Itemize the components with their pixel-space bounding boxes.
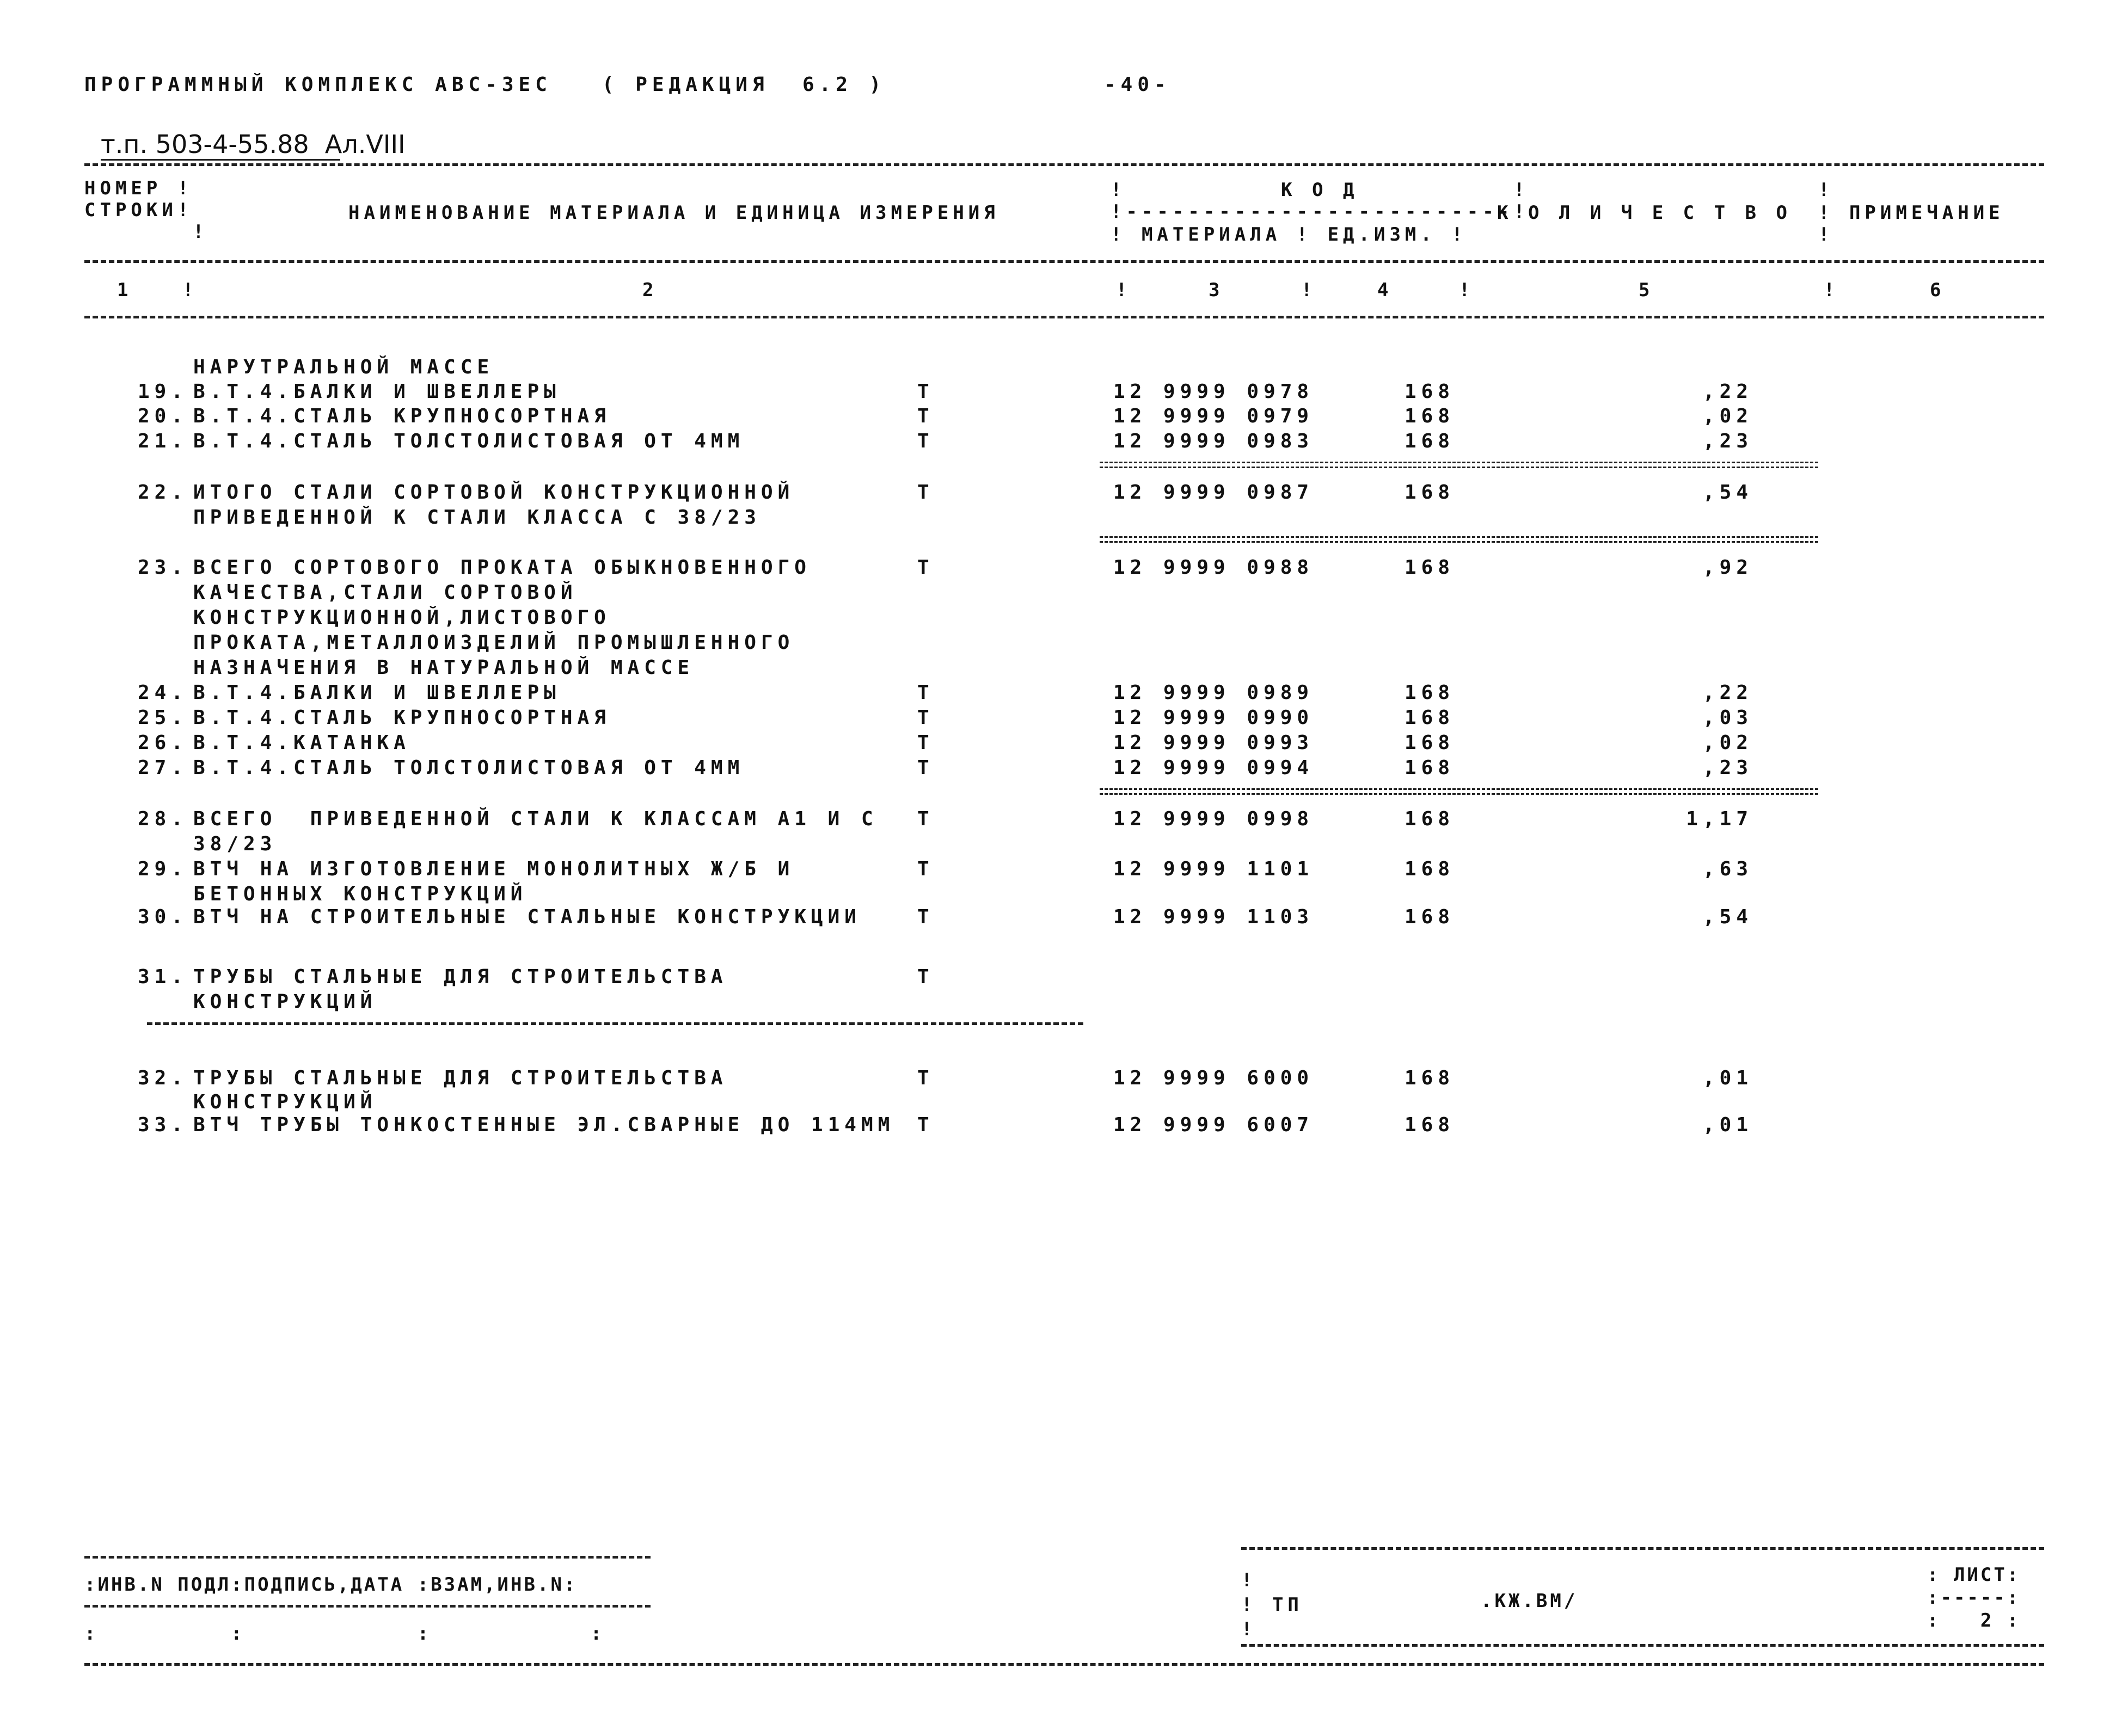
- row-qty: 1,17: [1686, 808, 1753, 830]
- row-qty: ,01: [1702, 1114, 1753, 1136]
- row-name: КАЧЕСТВА,СТАЛИ СОРТОВОЙ: [193, 581, 578, 604]
- col-row-number-header: НОМЕР ! СТРОКИ! !: [84, 177, 208, 243]
- row-name: ИТОГО СТАЛИ СОРТОВОЙ КОНСТРУКЦИОННОЙ: [193, 481, 795, 504]
- row-ed: 168: [1405, 808, 1455, 830]
- row-number: 33.: [137, 1114, 188, 1136]
- row-ed: 168: [1405, 1114, 1455, 1136]
- row-unit: Т: [917, 405, 934, 427]
- row-name: КОНСТРУКЦИОННОЙ,ЛИСТОВОГО: [193, 606, 611, 629]
- row-ed: 168: [1405, 556, 1455, 579]
- row-number: 26.: [137, 732, 188, 754]
- col-number-3: 3: [1209, 279, 1224, 301]
- row-name: В.Т.4.БАЛКИ И ШВЕЛЛЕРЫ: [193, 381, 561, 403]
- col-note-header: ! ПРИМЕЧАНИЕ: [1818, 202, 2004, 224]
- col-name-header: НАИМЕНОВАНИЕ МАТЕРИАЛА И ЕДИНИЦА ИЗМЕРЕНИЯ: [348, 202, 999, 224]
- row-ed: 168: [1405, 707, 1455, 729]
- page-mark: -40-: [1104, 73, 1171, 96]
- subtotal-rule: [1100, 462, 1818, 468]
- row-ed: 168: [1405, 430, 1455, 452]
- row-name: В.Т.4.БАЛКИ И ШВЕЛЛЕРЫ: [193, 682, 561, 704]
- col-quantity-header: К О Л И Ч Е С Т В О: [1497, 202, 1792, 224]
- row-number: 28.: [137, 808, 188, 830]
- col-number-bar: !: [1116, 279, 1132, 301]
- row-number: 31.: [137, 966, 188, 988]
- row-number: 23.: [137, 556, 188, 579]
- sheet-code: .КЖ.ВМ/: [1481, 1590, 1578, 1612]
- row-code: 12 9999 0988: [1113, 556, 1314, 579]
- row-number: 27.: [137, 757, 188, 779]
- col-note-bar-bottom: !: [1818, 224, 1834, 246]
- row-qty: ,23: [1702, 430, 1753, 452]
- project-underline: [101, 159, 340, 161]
- row-unit: Т: [917, 381, 934, 403]
- row-ed: 168: [1405, 381, 1455, 403]
- row-ed: 168: [1405, 481, 1455, 504]
- header-rule: [84, 260, 2044, 263]
- row-code: 12 9999 0990: [1113, 707, 1314, 729]
- row-code: 12 9999 0979: [1113, 405, 1314, 427]
- row-code: 12 9999 0978: [1113, 381, 1314, 403]
- row-number: 20.: [137, 405, 188, 427]
- col-number-6: 6: [1930, 279, 1946, 301]
- col-number-2: 2: [642, 279, 658, 301]
- row-number: 25.: [137, 707, 188, 729]
- row-name: КОНСТРУКЦИЙ: [193, 991, 377, 1013]
- row-unit: Т: [917, 481, 934, 504]
- row-name: ВСЕГО СОРТОВОГО ПРОКАТА ОБЫКНОВЕННОГО: [193, 556, 811, 579]
- row-code: 12 9999 0994: [1113, 757, 1314, 779]
- col-code-divider: !-------------------------!: [1111, 201, 1529, 223]
- row-code: 12 9999 1101: [1113, 858, 1314, 880]
- row-unit: Т: [917, 1114, 934, 1136]
- row-code: 12 9999 0983: [1113, 430, 1314, 452]
- row-unit: Т: [917, 858, 934, 880]
- row-name: НАРУТРАЛЬНОЙ МАССЕ: [193, 356, 494, 378]
- row-name: В.Т.4.СТАЛЬ ТОЛСТОЛИСТОВАЯ ОТ 4ММ: [193, 757, 745, 779]
- col-code-header: ! К О Д !: [1111, 179, 1529, 201]
- row-number: 30.: [137, 906, 188, 928]
- col-number-5: 5: [1639, 279, 1654, 301]
- col-note-bar-top: !: [1818, 179, 1834, 201]
- col-code-subheader: ! МАТЕРИАЛА ! ЕД.ИЗМ. !: [1111, 224, 1467, 246]
- row-ed: 168: [1405, 732, 1455, 754]
- row-qty: ,92: [1702, 556, 1753, 579]
- row-number: 24.: [137, 682, 188, 704]
- stamp-header: :ИНВ.N ПОДЛ:ПОДПИСЬ,ДАТА :ВЗАМ,ИНВ.N:: [84, 1574, 578, 1596]
- col-number-bar: !: [1459, 279, 1475, 301]
- col-number-1: 1: [117, 279, 133, 301]
- row-name: ПРИВЕДЕННОЙ К СТАЛИ КЛАССА С 38/23: [193, 506, 761, 529]
- row-name: В.Т.4.СТАЛЬ КРУПНОСОРТНАЯ: [193, 405, 611, 427]
- row-qty: ,02: [1702, 405, 1753, 427]
- row-ed: 168: [1405, 906, 1455, 928]
- row-code: 12 9999 0993: [1113, 732, 1314, 754]
- row-qty: ,54: [1702, 906, 1753, 928]
- row-number: 21.: [137, 430, 188, 452]
- row-code: 12 9999 0989: [1113, 682, 1314, 704]
- row-ed: 168: [1405, 757, 1455, 779]
- project-number: т.п. 503-4-55.88 Ал.VIII: [101, 130, 406, 159]
- sheet-bottom-rule: [1241, 1644, 2044, 1647]
- row-unit: Т: [917, 707, 934, 729]
- row-name: В.Т.4.КАТАНКА: [193, 732, 410, 754]
- row-code: 12 9999 6007: [1113, 1114, 1314, 1136]
- row-qty: ,54: [1702, 481, 1753, 504]
- row-unit: Т: [917, 906, 934, 928]
- row-name: В.Т.4.СТАЛЬ ТОЛСТОЛИСТОВАЯ ОТ 4ММ: [193, 430, 745, 452]
- row-qty: ,02: [1702, 732, 1753, 754]
- row-code: 12 9999 0998: [1113, 808, 1314, 830]
- row-qty: ,63: [1702, 858, 1753, 880]
- row-name: В.Т.4.СТАЛЬ КРУПНОСОРТНАЯ: [193, 707, 611, 729]
- sheet-list-separator: :-----:: [1927, 1587, 2021, 1609]
- row-name: НАЗНАЧЕНИЯ В НАТУРАЛЬНОЙ МАССЕ: [193, 657, 695, 679]
- subtotal-rule: [1100, 536, 1818, 543]
- sheet-tp: ! ТП: [1241, 1594, 1303, 1616]
- row-qty: ,22: [1702, 682, 1753, 704]
- row-unit: Т: [917, 430, 934, 452]
- sheet-bar-bottom: !: [1241, 1618, 1257, 1640]
- row-unit: Т: [917, 1067, 934, 1089]
- row-name: ВТЧ ТРУБЫ ТОНКОСТЕННЫЕ ЭЛ.СВАРНЫЕ ДО 114ММ: [193, 1114, 895, 1136]
- row-qty: ,03: [1702, 707, 1753, 729]
- row-name: ВТЧ НА ИЗГОТОВЛЕНИЕ МОНОЛИТНЫХ Ж/Б И: [193, 858, 795, 880]
- row-ed: 168: [1405, 858, 1455, 880]
- col-number-4: 4: [1377, 279, 1393, 301]
- row-unit: Т: [917, 808, 934, 830]
- sheet-list-label: : ЛИСТ:: [1927, 1564, 2021, 1586]
- group-rule: [147, 1022, 1083, 1025]
- stamp-top-rule: [84, 1556, 651, 1559]
- stamp-cells: : : : :: [84, 1623, 604, 1645]
- row-code: 12 9999 1103: [1113, 906, 1314, 928]
- row-ed: 168: [1405, 405, 1455, 427]
- stamp-mid-rule: [84, 1605, 651, 1608]
- sheet-number: : 2 :: [1927, 1610, 2021, 1631]
- page-bottom-rule: [84, 1663, 2044, 1666]
- row-name: ПРОКАТА,МЕТАЛЛОИЗДЕЛИЙ ПРОМЫШЛЕННОГО: [193, 631, 795, 654]
- row-name: ВТЧ НА СТРОИТЕЛЬНЫЕ СТАЛЬНЫЕ КОНСТРУКЦИИ: [193, 906, 861, 928]
- numbers-rule: [84, 316, 2044, 318]
- row-code: 12 9999 6000: [1113, 1067, 1314, 1089]
- row-unit: Т: [917, 682, 934, 704]
- row-name: БЕТОННЫХ КОНСТРУКЦИЙ: [193, 883, 528, 905]
- row-unit: Т: [917, 732, 934, 754]
- sheet-top-rule: [1241, 1547, 2044, 1550]
- col-number-bar: !: [182, 279, 198, 301]
- row-qty: ,01: [1702, 1067, 1753, 1089]
- col-number-bar: !: [1301, 279, 1317, 301]
- row-number: 29.: [137, 858, 188, 880]
- row-unit: Т: [917, 757, 934, 779]
- row-name: 38/23: [193, 833, 277, 855]
- col-number-bar: !: [1824, 279, 1839, 301]
- sheet-bar-top: !: [1241, 1569, 1257, 1591]
- row-name: КОНСТРУКЦИЙ: [193, 1091, 377, 1113]
- row-number: 32.: [137, 1067, 188, 1089]
- row-unit: Т: [917, 556, 934, 579]
- row-code: 12 9999 0987: [1113, 481, 1314, 504]
- row-qty: ,22: [1702, 381, 1753, 403]
- row-name: ВСЕГО ПРИВЕДЕННОЙ СТАЛИ К КЛАССАМ А1 И С: [193, 808, 878, 830]
- row-number: 19.: [137, 381, 188, 403]
- row-ed: 168: [1405, 1067, 1455, 1089]
- row-unit: Т: [917, 966, 934, 988]
- program-title: ПРОГРАММНЫЙ КОМПЛЕКС АВС-3ЕС ( РЕДАКЦИЯ 6.2 ): [84, 73, 886, 96]
- row-name: ТРУБЫ СТАЛЬНЫЕ ДЛЯ СТРОИТЕЛЬСТВА: [193, 966, 728, 988]
- row-number: 22.: [137, 481, 188, 504]
- row-qty: ,23: [1702, 757, 1753, 779]
- subtotal-rule: [1100, 788, 1818, 795]
- row-name: ТРУБЫ СТАЛЬНЫЕ ДЛЯ СТРОИТЕЛЬСТВА: [193, 1067, 728, 1089]
- table-top-rule: [84, 163, 2044, 166]
- row-ed: 168: [1405, 682, 1455, 704]
